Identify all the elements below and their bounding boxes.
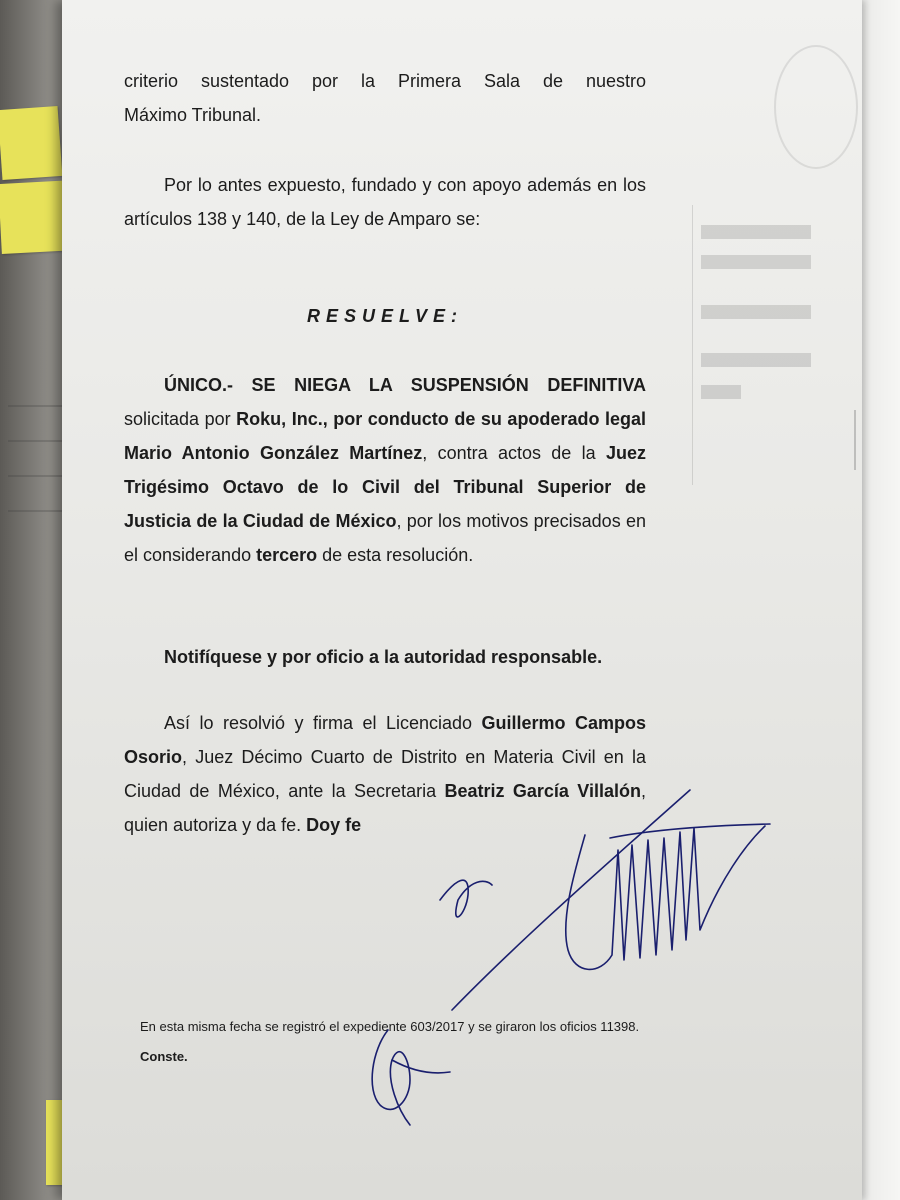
resuelve-heading: RESUELVE: (306, 306, 464, 326)
registration-note-conste: Conste. (140, 1049, 188, 1064)
unico-bold-3: Juez Trigésimo Octavo de lo Civil del Tribunal Superior de Justicia de la Ciudad de México (124, 443, 646, 531)
expuesto-paragraph: Por lo antes expuesto, fundado y con apoyo además en los artículos 138 y 140, de la Ley de Amparo se: (124, 175, 646, 229)
registration-note (140, 1012, 650, 1072)
court-seal-watermark (774, 45, 858, 169)
margin-stamp-box (692, 205, 828, 485)
unico-text-4: de esta resolución. (317, 545, 474, 565)
unico-paragraph (124, 368, 646, 572)
page-edge-fold (842, 410, 856, 470)
unico-label: ÚNICO.- (164, 375, 233, 395)
intro-paragraph (124, 64, 646, 132)
firma-text-2: , Juez Décimo Cuarto de Distrito en Materia Civil en la Ciudad de México, ante la Secretaria (124, 747, 646, 801)
notifiquese-paragraph: Notifíquese y por oficio a la autoridad responsable. (164, 647, 603, 667)
unico-bold-1: SE NIEGA LA SUSPENSIÓN DEFINITIVA (251, 375, 646, 395)
unico-bold-4: tercero (256, 545, 318, 565)
firma-bold-1: Guillermo Campos Osorio (124, 713, 646, 767)
firma-bold-2: Beatriz García Villalón (444, 781, 641, 801)
firma-bold-3: Doy fe (306, 815, 362, 835)
unico-bold-2: Roku, Inc., por conducto de su apoderado legal Mario Antonio González Martínez (124, 409, 647, 463)
faint-text-line (8, 475, 68, 477)
faint-text-line (8, 405, 68, 407)
firma-text-1: Así lo resolvió y firma el Licenciado (164, 713, 482, 733)
sticky-note (0, 106, 62, 180)
faint-text-line (8, 510, 68, 512)
firma-paragraph (124, 706, 646, 842)
registration-note-text: En esta misma fecha se registró el expediente 603/2017 y se giraron los oficios 11398. (140, 1019, 640, 1034)
faint-text-line (8, 440, 68, 442)
unico-text-3: , por los motivos precisados en el considerando (124, 511, 646, 565)
intro-line-2: Máximo Tribunal. (124, 105, 262, 125)
firma-text-3: , quien autoriza y da fe. (124, 781, 646, 835)
unico-text-1: solicitada por (124, 409, 237, 429)
intro-line-1: criterio sustentado por la Primera Sala de nuestro (124, 71, 646, 91)
unico-text-2: , contra actos de la (422, 443, 606, 463)
